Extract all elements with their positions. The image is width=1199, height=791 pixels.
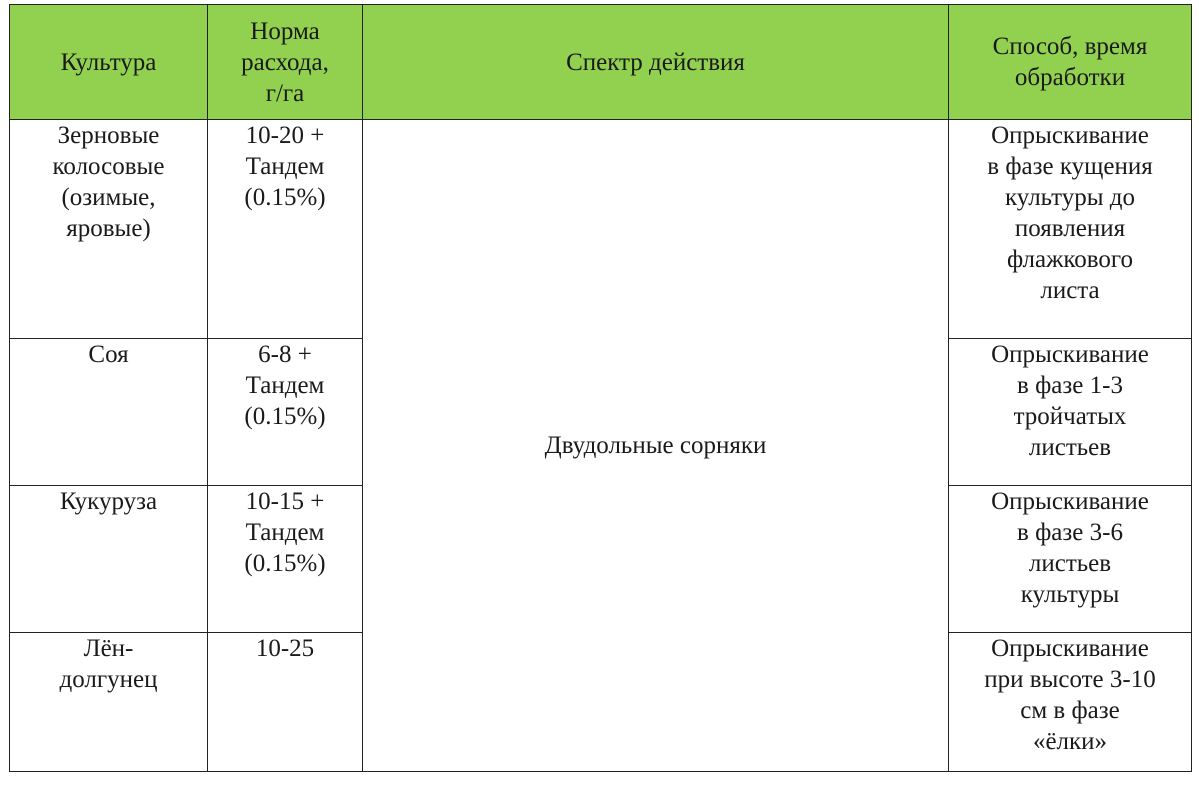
header-row [10, 5, 1192, 120]
header-crop: Культура [10, 5, 208, 120]
table-row [10, 120, 1192, 339]
method-cell: Опрыскивание в фазе кущения культуры до появления флажкового листа [949, 120, 1192, 339]
method-cell: Опрыскивание при высоте 3-10 см в фазе «ёлки» [949, 633, 1192, 772]
rate-cell: 10-15 + Тандем (0.15%) [208, 486, 363, 633]
crop-cell: Кукуруза [10, 486, 208, 633]
herbicide-table [9, 4, 1192, 772]
method-cell: Опрыскивание в фазе 1-3 тройчатых листьев [949, 339, 1192, 486]
crop-cell: Лён- долгунец [10, 633, 208, 772]
method-cell: Опрыскивание в фазе 3-6 листьев культуры [949, 486, 1192, 633]
header-spectrum: Спектр действия [363, 5, 949, 120]
crop-cell: Зерновые колосовые (озимые, яровые) [10, 120, 208, 339]
rate-cell: 10-25 [208, 633, 363, 772]
header-method: Способ, время обработки [949, 5, 1192, 120]
rate-cell: 10-20 + Тандем (0.15%) [208, 120, 363, 339]
spectrum-cell: Двудольные сорняки [363, 120, 949, 772]
rate-cell: 6-8 + Тандем (0.15%) [208, 339, 363, 486]
header-rate: Норма расхода, г/га [208, 5, 363, 120]
crop-cell: Соя [10, 339, 208, 486]
